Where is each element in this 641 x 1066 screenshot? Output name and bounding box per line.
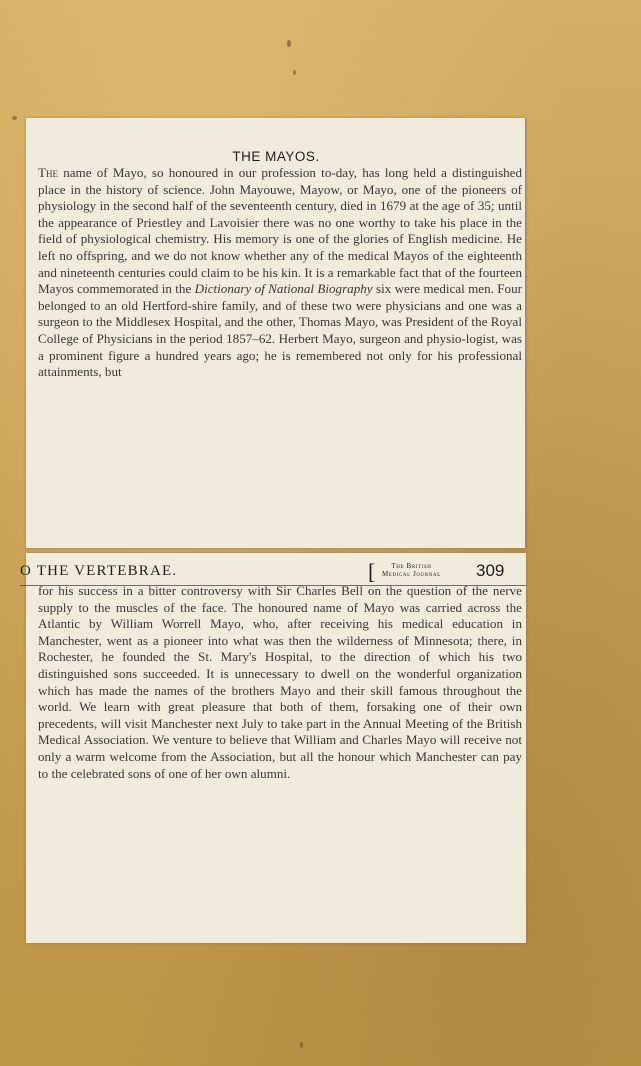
running-head-title: O THE VERTEBRAE.	[20, 563, 178, 579]
clipping-continuation	[20, 553, 526, 943]
paragraph-text-continued: six were medical men. Four belonged to an old Hertford-shire family, and of these two were physicians and one was a surgeon to the Middlesex Hospital, and the other, Thomas Mayo, was President of the Royal College of Physicians in the period 1857–62. Herbert Mayo, surgeon and physio-logist, was a prominent figure a hundred years ago; he is remembered not only for his professional attainments, but	[38, 281, 523, 380]
paper-speck	[293, 70, 296, 75]
article-body-part-1	[38, 165, 522, 381]
clipping-edge-line	[525, 118, 526, 548]
paper-speck	[287, 40, 291, 47]
journal-line-1: The British	[391, 562, 432, 570]
clipping-the-mayos	[26, 118, 526, 548]
paper-speck	[12, 116, 17, 120]
page-number: 309	[476, 561, 505, 580]
article-body-part-2	[38, 583, 522, 782]
italic-title: Dictionary of National Biography	[194, 281, 373, 297]
paragraph-text: name of Mayo, so honoured in our profession to-day, has long held a distinguished place in the history of science. John Mayouwe, Mayow, or Mayo, one of the pioneers of physiology in the second half of the seventeenth century, died in 1679 at the age of 35; until the appearance of Priestley and Lavoisier there was no one worthy to take his place in the field of physiological chemistry. His memory is one of the glories of English medicine. He left no offspring, and we do not know whether any of the medical Mayos of the eighteenth and nineteenth centuries could claim to be his kin. It is a remarkable fact that of the fourteen Mayos commemorated in the	[38, 165, 522, 297]
journal-name	[382, 562, 441, 578]
paper-speck	[300, 1042, 303, 1048]
running-head	[20, 559, 526, 584]
paragraph: for his success in a bitter controversy with Sir Charles Bell on the question of the nerve supply to the muscles of the face. The honoured name of Mayo was carried across the Atlantic by William Worrell Mayo, who, after receiving his medical education in Manchester, went as a pioneer into what was then the wilderness of Minnesota; there, in Rochester, he founded the St. Mary's Hospital, to the direction of which his two distinguished sons succeeded. It is unnecessary to dwell on the wonderful organization which has made the names of the brothers Mayo and their skill famous throughout the world. We learn with great pleasure that both of them, forsaking one of their own precedents, will visit Manchester next July to take part in the Annual Meeting of the British Medical Association. We venture to believe that William and Charles Mayo will receive not only a warm welcome from the Association, but all the honour which Manchester can pay to the celebrated sons of one of her own alumni.	[38, 583, 522, 781]
lead-word: The	[38, 165, 58, 180]
journal-line-2: Medical Journal	[382, 570, 441, 578]
bracket-glyph: [	[368, 559, 376, 584]
article-title: THE MAYOS.	[232, 149, 320, 164]
paragraph	[38, 165, 522, 381]
